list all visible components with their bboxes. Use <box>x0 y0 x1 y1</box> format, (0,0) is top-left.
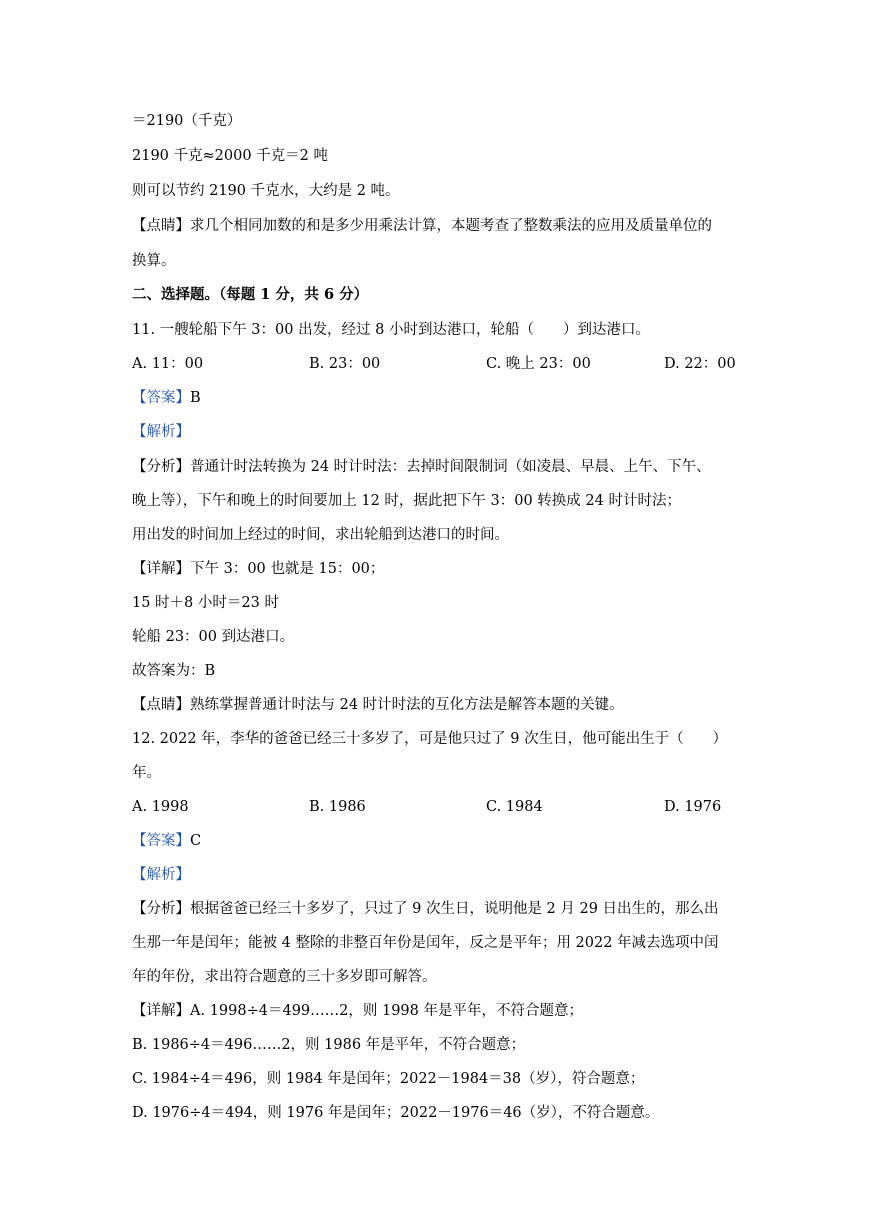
q12-xiangjie-2: B. 1986÷4＝496……2，则 1986 年是平年，不符合题意； <box>132 1037 526 1053</box>
q11-fenxi-2: 晚上等），下午和晚上的时间要加上 12 时，据此把下午 3：00 转换成 24 时计时法； <box>132 493 681 509</box>
q11-option-c: C. 晚上 23：00 <box>486 356 591 372</box>
q11-answer-tag: 【答案】 <box>132 390 190 406</box>
q12-answer-value: C <box>190 833 202 849</box>
q12-stem-1: 12. 2022 年，李华的爸爸已经三十多岁了，可是他只过了 9 次生日，他可能出生于（ ） <box>132 731 728 747</box>
dianjing-line-2: 换算。 <box>132 253 176 269</box>
q11-answer-value: B <box>190 390 201 406</box>
q11-analysis-tag: 【解析】 <box>132 424 190 440</box>
q11-stem: 11. 一艘轮船下午 3：00 出发，经过 8 小时到达港口，轮船（ ）到达港口。 <box>132 322 651 338</box>
q12-stem-2: 年。 <box>132 765 161 781</box>
section-heading: 二、选择题。（每题 1 分，共 6 分） <box>132 286 369 303</box>
q12-xiangjie-4: D. 1976÷4＝494，则 1976 年是闰年；2022－1976＝46（岁），不符合题意。 <box>132 1105 660 1121</box>
q11-option-a: A. 11：00 <box>132 356 204 372</box>
q12-option-c: C. 1984 <box>486 799 543 815</box>
q11-fenxi-1: 【分析】普通计时法转换为 24 时计时法：去掉时间限制词（如凌晨、早晨、上午、下午、 <box>132 459 711 475</box>
q11-xiangjie-1: 【详解】下午 3：00 也就是 15：00； <box>132 561 385 577</box>
q12-fenxi-2: 生那一年是闰年；能被 4 整除的非整百年份是闰年，反之是平年；用 2022 年减去选项中闰 <box>132 935 719 951</box>
q12-option-b: B. 1986 <box>309 799 366 815</box>
q11-xiangjie-4: 故答案为：B <box>132 663 216 679</box>
calc-line-result: ＝2190（千克） <box>132 113 242 129</box>
dianjing-line-1: 【点睛】求几个相同加数的和是多少用乘法计算，本题考查了整数乘法的应用及质量单位的 <box>132 218 712 234</box>
q12-fenxi-3: 年的年份，求出符合题意的三十多岁即可解答。 <box>132 969 437 985</box>
conclusion-line: 则可以节约 2190 千克水，大约是 2 吨。 <box>132 183 400 199</box>
q11-xiangjie-3: 轮船 23：00 到达港口。 <box>132 629 295 645</box>
q12-fenxi-1: 【分析】根据爸爸已经三十多岁了，只过了 9 次生日，说明他是 2 月 29 日出生的，那么出 <box>132 901 719 917</box>
q11-xiangjie-2: 15 时＋8 小时＝23 时 <box>132 595 279 611</box>
q12-analysis-tag: 【解析】 <box>132 867 190 883</box>
q12-option-d: D. 1976 <box>664 799 722 815</box>
q11-dianjing: 【点睛】熟练掌握普通计时法与 24 时计时法的互化方法是解答本题的关键。 <box>132 697 624 713</box>
q12-answer <box>132 831 737 851</box>
q12-answer-tag: 【答案】 <box>132 833 190 849</box>
q12-xiangjie-3: C. 1984÷4＝496，则 1984 年是闰年；2022－1984＝38（岁），符合题意； <box>132 1071 645 1087</box>
calc-line-approx: 2190 千克≈2000 千克＝2 吨 <box>132 148 329 164</box>
q11-option-b: B. 23：00 <box>309 356 381 372</box>
q11-fenxi-3: 用出发的时间加上经过的时间，求出轮船到达港口的时间。 <box>132 527 509 543</box>
q12-option-a: A. 1998 <box>132 799 189 815</box>
q12-xiangjie-1: 【详解】A. 1998÷4＝499……2，则 1998 年是平年，不符合题意； <box>132 1003 583 1019</box>
q11-option-d: D. 22：00 <box>664 356 736 372</box>
q11-answer <box>132 388 737 408</box>
